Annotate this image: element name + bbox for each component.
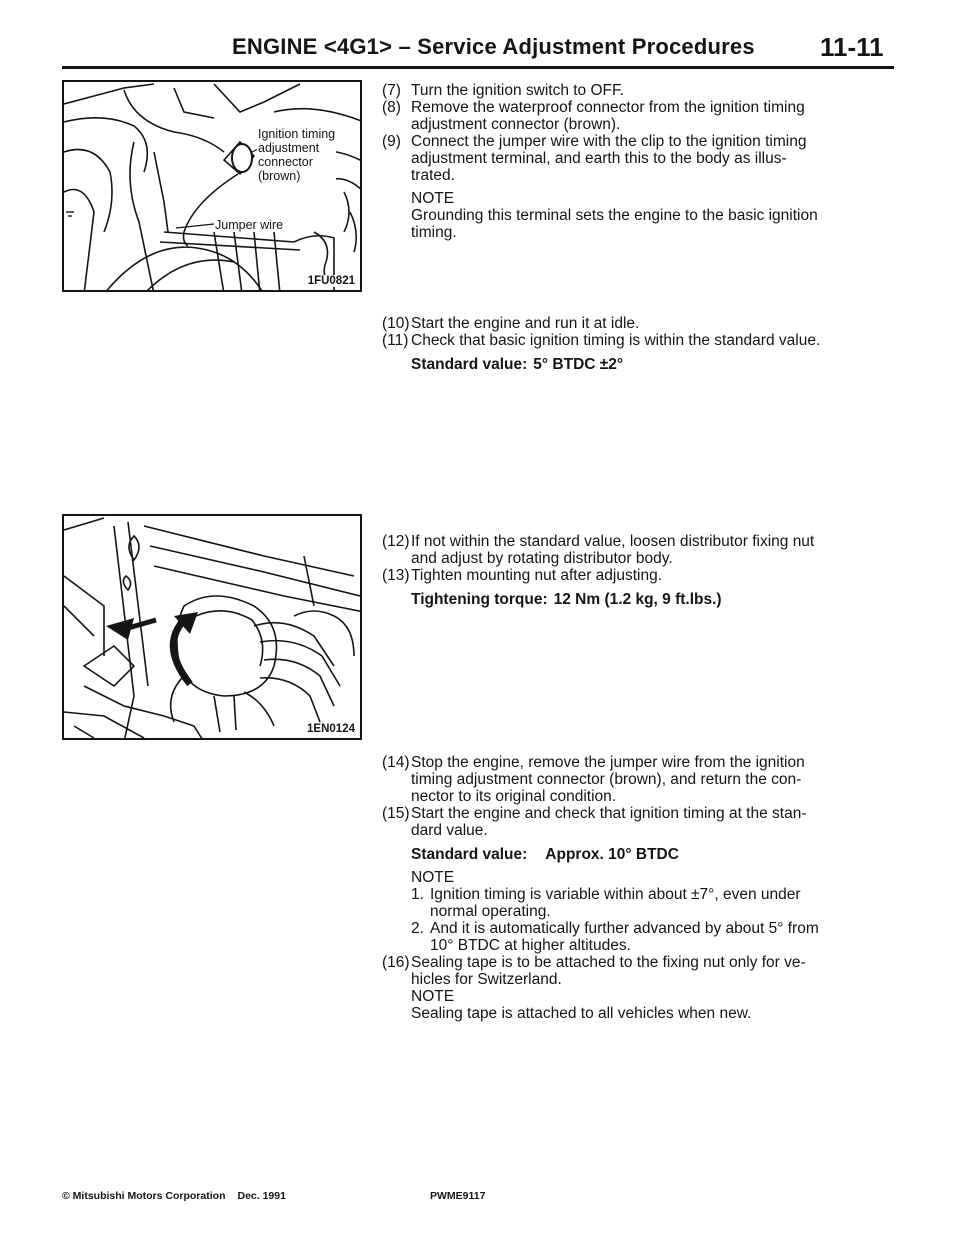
step-7: (7) Turn the ignition switch to OFF. bbox=[382, 82, 625, 99]
spec-basic-timing: Standard value: 5° BTDC ±2° bbox=[411, 356, 624, 373]
step-10: (10) Start the engine and run it at idle. bbox=[382, 315, 640, 332]
spec-tightening-torque: Tightening torque: 12 Nm (1.2 kg, 9 ft.lbs.) bbox=[411, 591, 722, 608]
spec-advanced-timing: Standard value: Approx. 10° BTDC bbox=[411, 846, 679, 863]
note-item-1: 1. Ignition timing is variable within about ±7°, even under normal operating. bbox=[411, 886, 801, 920]
figure-ignition-connector bbox=[62, 80, 362, 292]
step-12: (12) If not within the standard value, loosen distributor fixing nut and adjust by rotating distributor body. bbox=[382, 533, 815, 567]
note-timing-variation: NOTE bbox=[411, 869, 455, 886]
step-8: (8) Remove the waterproof connector from the ignition timing adjustment connector (brown). bbox=[382, 99, 805, 133]
figure1-code: 1FU0821 bbox=[307, 275, 355, 287]
figure1-label-jumper-wire: Jumper wire bbox=[215, 218, 284, 232]
section-steps-10-11 bbox=[382, 315, 820, 373]
section-steps-7-9 bbox=[382, 82, 818, 241]
footer-copyright: © Mitsubishi Motors Corporation Dec. 1991 bbox=[62, 1190, 286, 1202]
note-item-2: 2. And it is automatically further advanced by about 5° from 10° BTDC at higher altitudes. bbox=[411, 920, 819, 954]
title-rule bbox=[62, 66, 894, 69]
step-16: (16) Sealing tape is to be attached to the fixing nut only for ve- hicles for Switzerland. bbox=[382, 954, 806, 988]
figure2-code: 1EN0124 bbox=[307, 723, 355, 735]
figure1-label-connector: Ignition timing adjustment connector (brown) bbox=[258, 127, 336, 183]
section-steps-12-13 bbox=[382, 533, 814, 608]
step-11: (11) Check that basic ignition timing is within the standard value. bbox=[382, 332, 821, 349]
footer-code: PWME9117 bbox=[430, 1190, 486, 1202]
figure-distributor bbox=[62, 514, 362, 740]
step-14: (14) Stop the engine, remove the jumper wire from the ignition timing adjustment connector (brown), and return the con- nector to its original condition. bbox=[382, 754, 805, 805]
figure-ignition-connector-drawing bbox=[64, 82, 362, 292]
figure-distributor-drawing bbox=[64, 516, 362, 740]
note-sealing-tape: NOTE Sealing tape is attached to all vehicles when new. bbox=[411, 988, 752, 1022]
section-steps-14-16 bbox=[382, 754, 819, 1022]
step-9: (9) Connect the jumper wire with the clip to the ignition timing adjustment terminal, and earth this to the body as illus- trated. bbox=[382, 133, 807, 184]
footer-date: Dec. 1991 bbox=[237, 1190, 286, 1202]
step-15: (15) Start the engine and check that ignition timing at the stan- dard value. bbox=[382, 805, 807, 839]
page-number: 11-11 bbox=[820, 32, 884, 62]
page-title: ENGINE <4G1> – Service Adjustment Procedures bbox=[232, 34, 755, 59]
note-grounding: NOTE Grounding this terminal sets the engine to the basic ignition timing. bbox=[411, 190, 818, 241]
step-13: (13) Tighten mounting nut after adjusting. bbox=[382, 567, 663, 584]
